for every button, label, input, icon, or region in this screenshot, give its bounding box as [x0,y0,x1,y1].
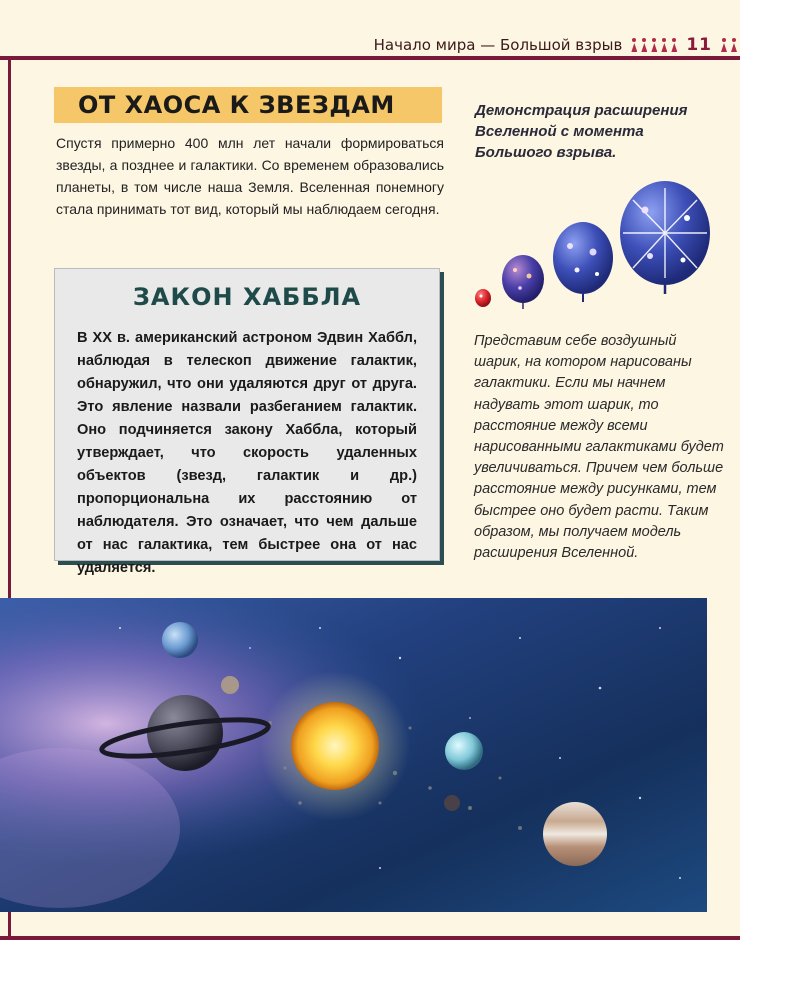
sun [291,702,379,790]
page-number: 11 [686,35,712,55]
balloon-large [620,181,710,294]
people-group-icon [630,38,678,52]
balloon-tiny [475,289,491,307]
mars [444,795,460,811]
running-title: Начало мира — Большой взрыв [373,36,623,54]
balloon-medium [553,222,613,302]
solar-system-illustration [0,598,707,912]
page-bottom-margin [0,940,800,1000]
hubble-title: ЗАКОН ХАББЛА [132,283,362,311]
intro-paragraph: Спустя примерно 400 млн лет начали формироваться звезды, а позднее и галактики. Со временем образовались планеты, в том числе наша Земля. Вселенная понемногу стала принимать тот вид, который мы наблюдаем сегодня. [56,135,444,217]
running-header [374,34,738,56]
demo-title: Демонстрация расширения Вселенной с момента Большого взрыва. [475,102,688,161]
jupiter [543,802,607,866]
mercury [221,676,239,694]
uranus [162,622,198,658]
hubble-law-box [54,268,440,576]
balloons-illustration [465,178,710,313]
neptune [445,732,483,770]
header-rule [0,56,740,60]
balloon-caption: Представим себе воздушный шарик, на котором нарисованы галактики. Если мы начнем надувать этот шарик, то расстояние между всеми нарисованными галактиками будет увеличиваться. Причем чем больше расстояние между рисунками, тем быстрее оно будет расти. Таким образом, мы получаем модель расширения Вселенной. [474,333,724,562]
people-pair-icon [720,38,738,52]
hubble-text: В XX в. американский астроном Эдвин Хаббл, наблюдая в телескоп движение галактик, обнаружил, что они удаляются друг от друга. Это явление назвали разбеганием галактик. Оно подчиняется закону Хаббла, который утверждает, что скорость удаленных объектов (звезд, галактик и др.) пропорциональна их расстоянию от наблюдателя. Это означает, что чем дальше от нас галактика, тем быстрее она от нас удаляется. [77,330,417,576]
page-right-margin [740,0,800,1000]
section-title-bar [54,87,442,123]
section-title: ОТ ХАОСА К ЗВЕЗДАМ [78,91,395,119]
balloon-small [502,255,544,309]
